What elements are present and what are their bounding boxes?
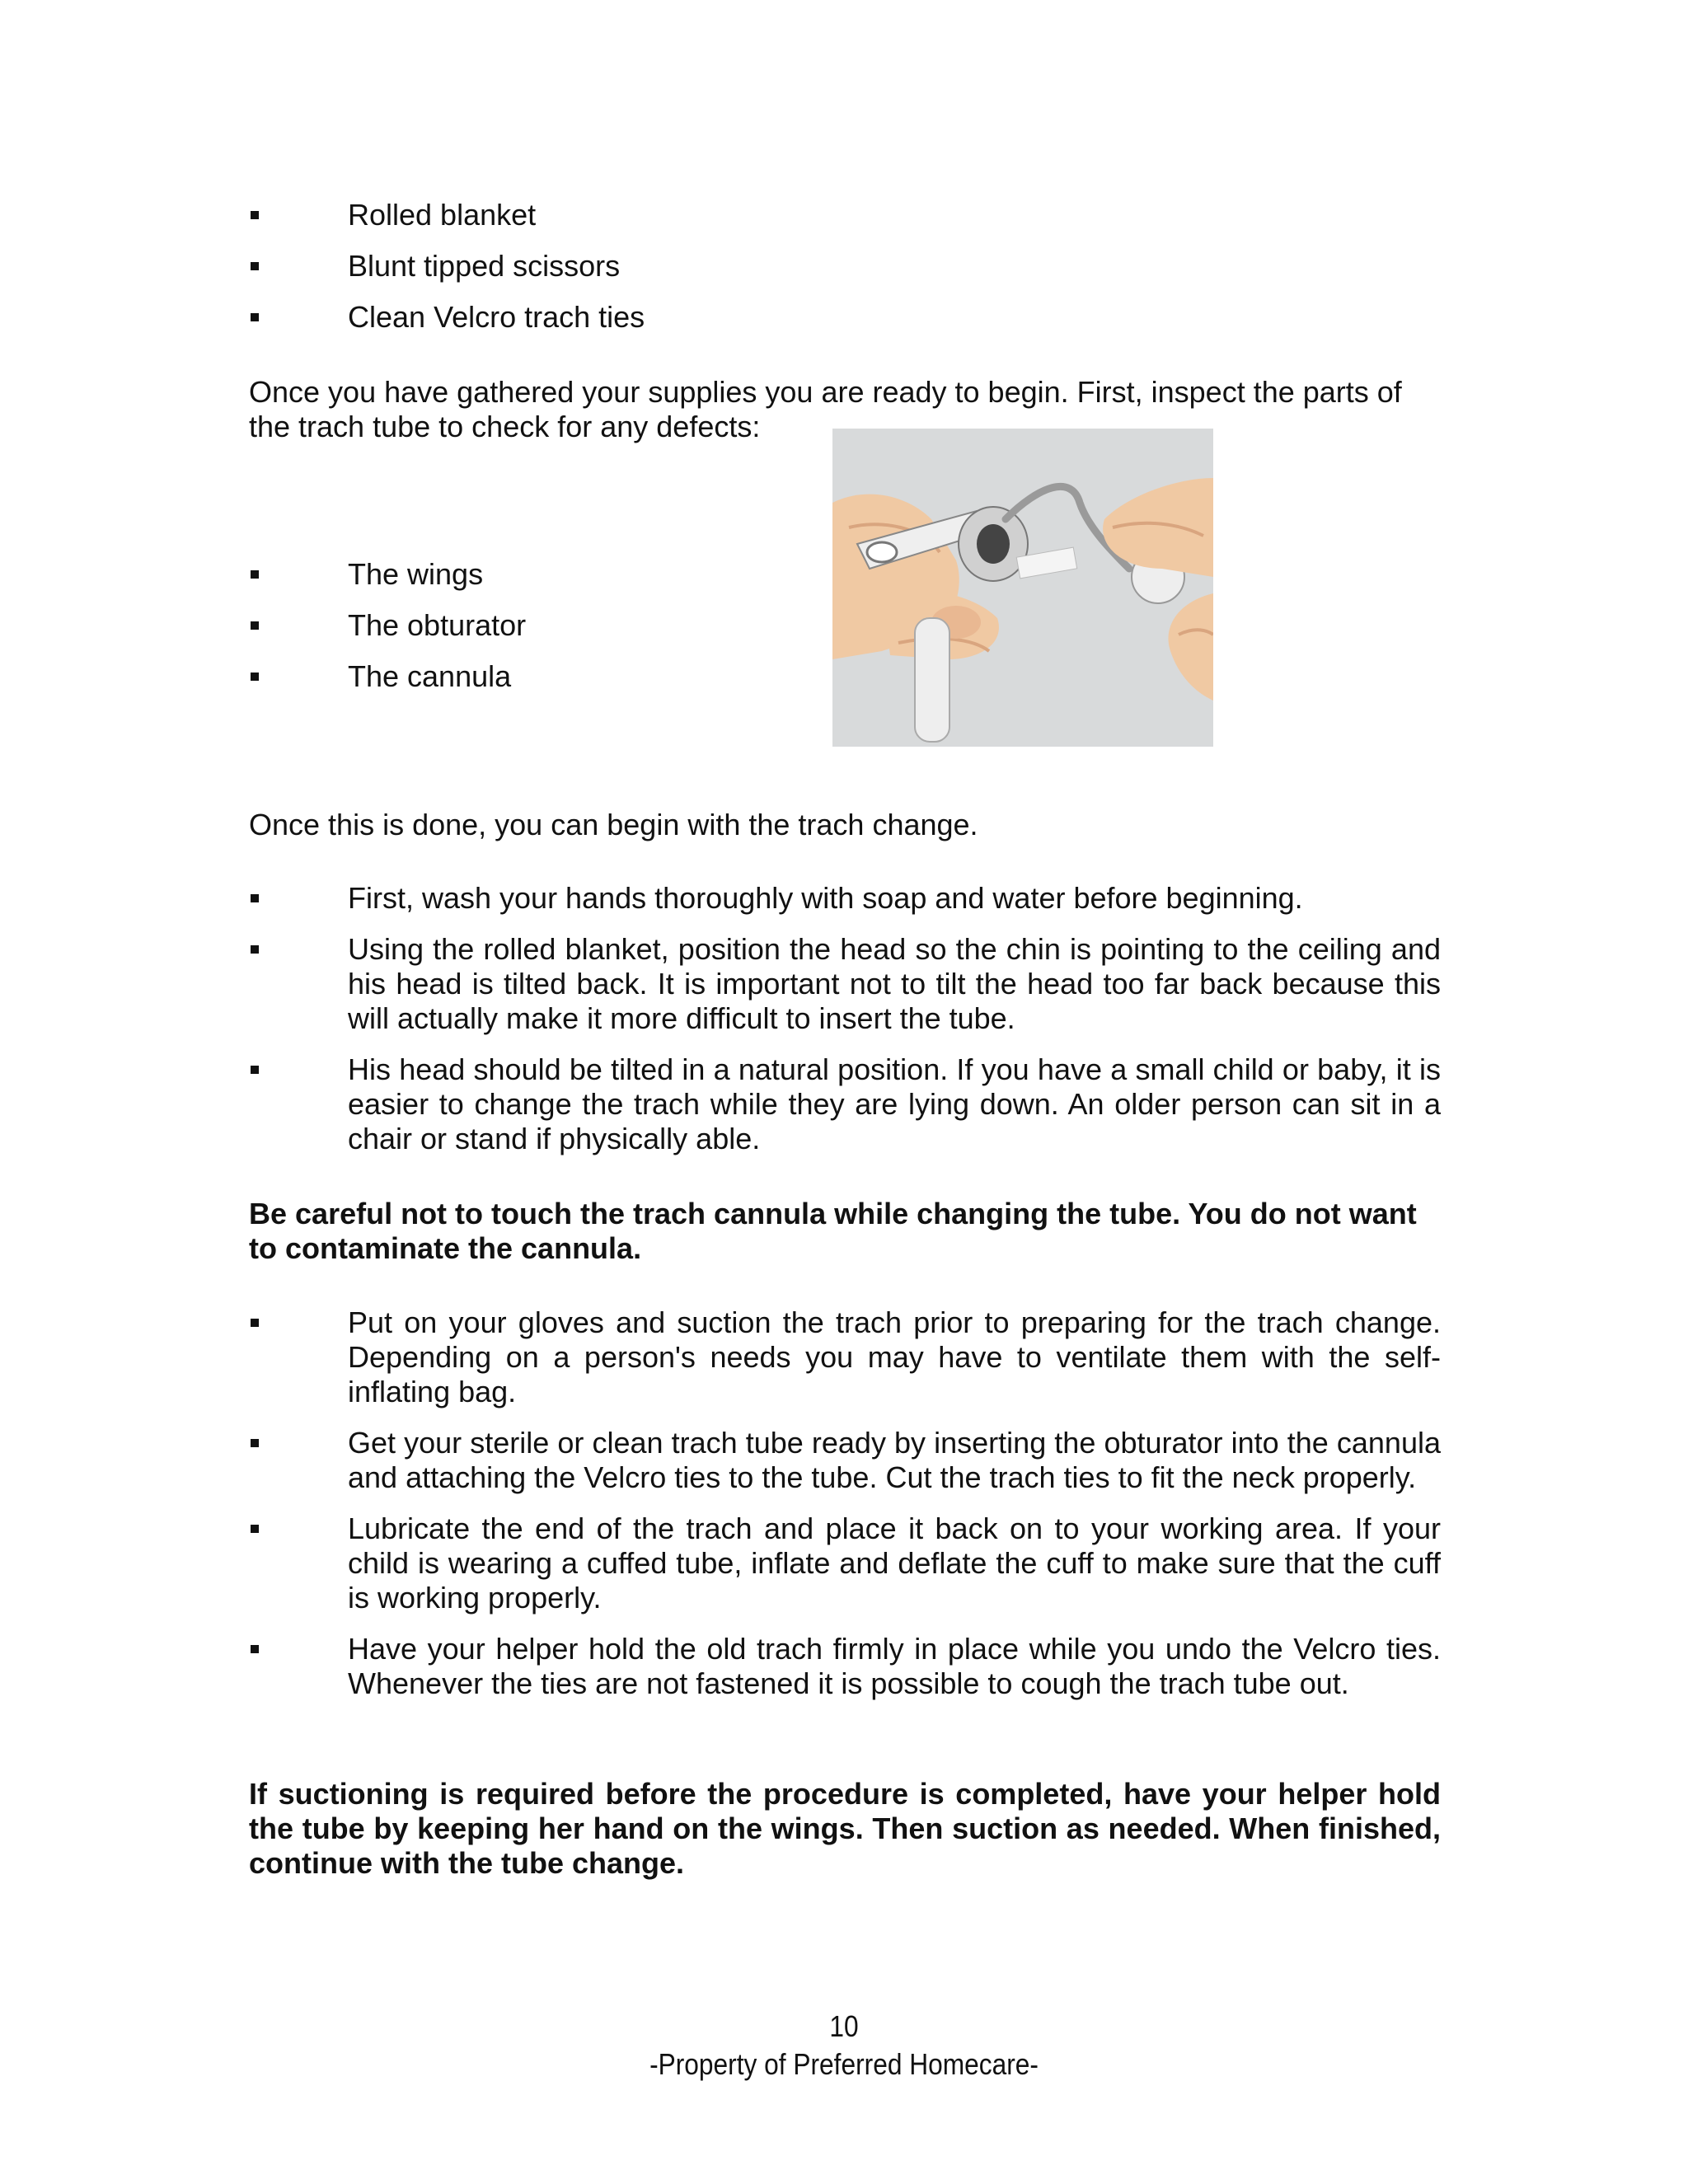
list-item: Rolled blanket: [249, 198, 1441, 232]
supplies-list: [249, 198, 1441, 351]
begin-paragraph: Once this is done, you can begin with the trach change.: [249, 808, 978, 841]
list-item: His head should be tilted in a natural position. If you have a small child or baby, it is easier to change the trach while they are lying down. An older person can sit in a chair or stand if physically able.: [249, 1052, 1441, 1156]
list-item: Blunt tipped scissors: [249, 249, 1441, 284]
warning-note-suctioning: If suctioning is required before the procedure is completed, have your helper hold the tube by keeping her hand on the wings. Then suction as needed. When finished, continue with the tube change.: [249, 1777, 1441, 1880]
list-item: Put on your gloves and suction the trach prior to preparing for the trach change. Depending on a person's needs you may have to ventilate them with the self-inflating bag.: [249, 1305, 1441, 1409]
page-footer: [101, 2008, 1587, 2083]
list-item: The obturator: [249, 608, 743, 643]
list-item: The wings: [249, 557, 743, 592]
list-item: Using the rolled blanket, position the head so the chin is pointing to the ceiling and his head is tilted back. It is important not to tilt the head too far back because this will actually make it more difficult to insert the tube.: [249, 932, 1441, 1036]
intro-paragraph: Once you have gathered your supplies you are ready to begin. First, inspect the parts of the trach tube to check for any defects:: [249, 375, 1402, 443]
list-item: Get your sterile or clean trach tube ready by inserting the obturator into the cannula and attaching the Velcro ties to the tube. Cut the trach ties to fit the neck properly.: [249, 1426, 1441, 1495]
list-item: The cannula: [249, 659, 743, 694]
list-item: First, wash your hands thoroughly with soap and water before beginning.: [249, 881, 1441, 916]
list-item: Lubricate the end of the trach and place it back on to your working area. If your child is wearing a cuffed tube, inflate and deflate the cuff to make sure that the cuff is working properly.: [249, 1511, 1441, 1615]
warning-note-cannula: Be careful not to touch the trach cannula while changing the tube. You do not want to contaminate the cannula.: [249, 1197, 1417, 1265]
list-item: Clean Velcro trach ties: [249, 300, 1441, 335]
trach-tube-illustration: [832, 429, 1213, 747]
preparation-steps-list: [249, 881, 1441, 1173]
property-line: -Property of Preferred Homecare-: [649, 2047, 1039, 2081]
page-number: 10: [829, 2009, 859, 2043]
list-item: Have your helper hold the old trach firmly in place while you undo the Velcro ties. Whenever the ties are not fastened it is possible to cough the trach tube out.: [249, 1632, 1441, 1701]
tube-parts-list: [249, 557, 743, 710]
procedure-steps-list: [249, 1305, 1441, 1718]
